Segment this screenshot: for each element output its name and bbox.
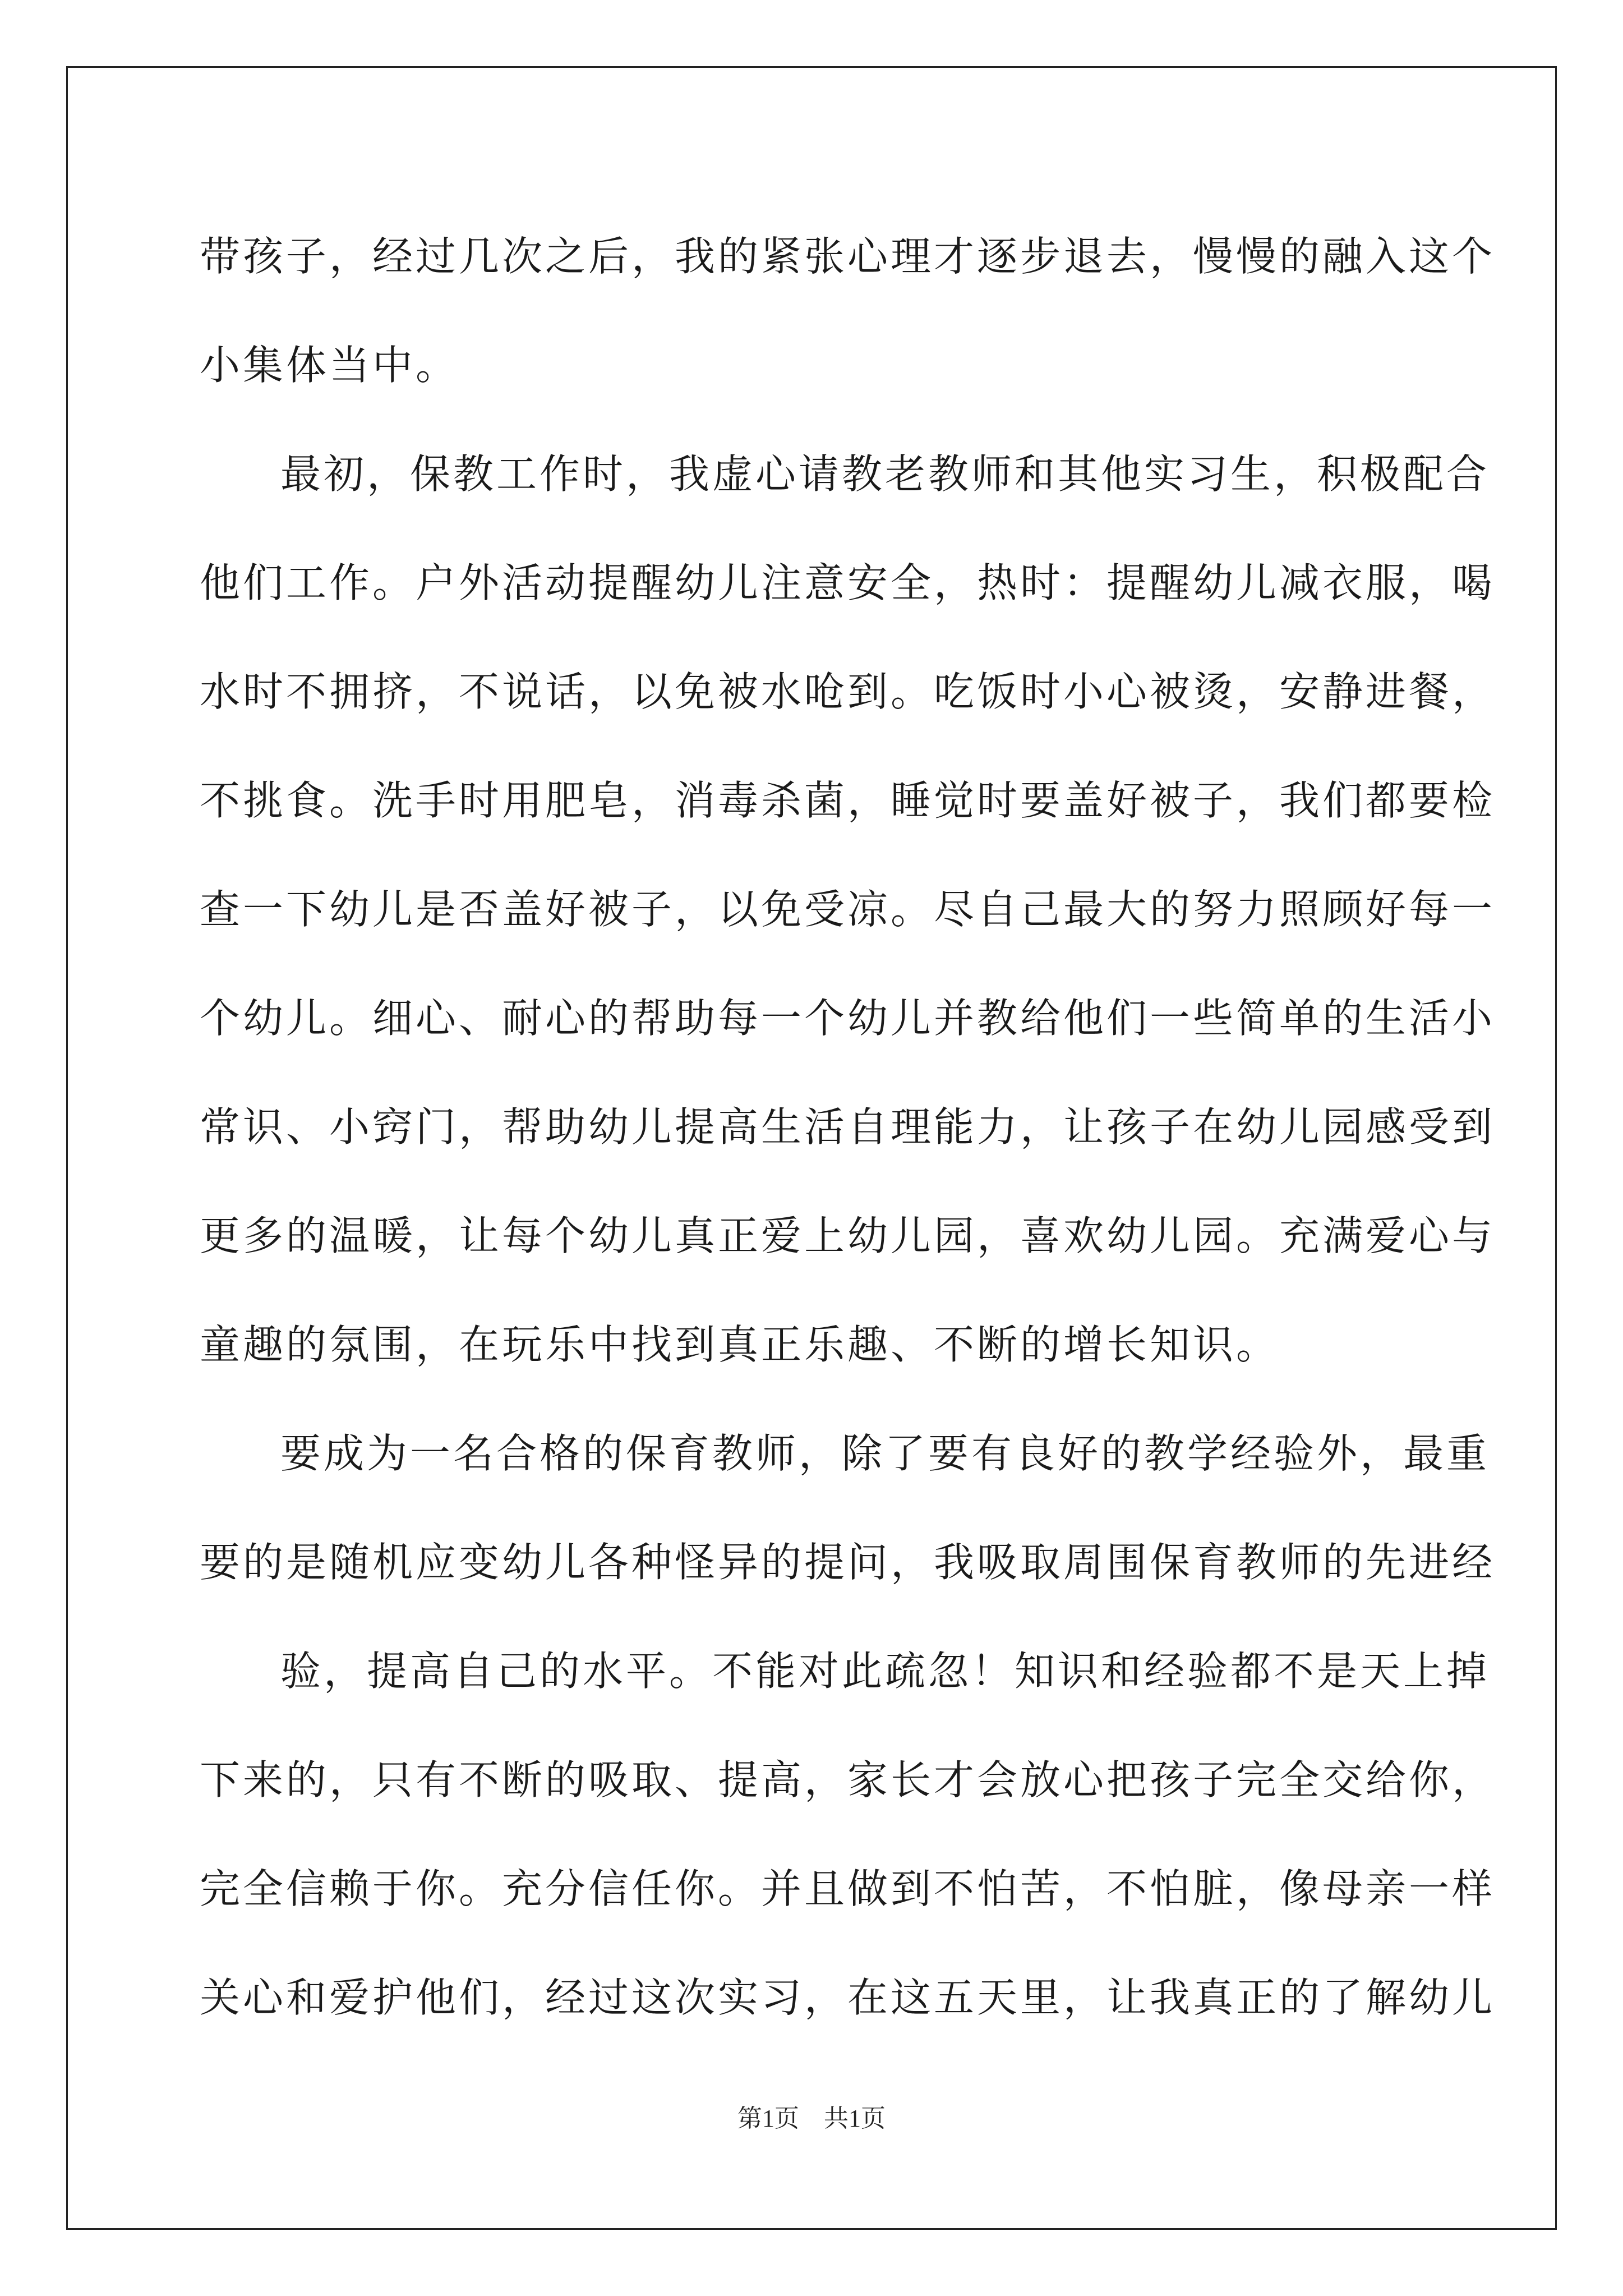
text-line: 要的是随机应变幼儿各种怪异的提问，我吸取周围保育教师的先进经 [200,1539,1496,1586]
document-body [200,202,1496,2052]
text-line: 更多的温暖，让每个幼儿真正爱上幼儿园，喜欢幼儿园。充满爱心与 [200,1212,1496,1259]
text-line: 水时不拥挤，不说话，以免被水呛到。吃饭时小心被烫，安静进餐， [200,668,1496,715]
text-line: 童趣的氛围，在玩乐中找到真正乐趣、不断的增长知识。 [200,1321,1280,1368]
text-line: 完全信赖于你。充分信任你。并且做到不怕苦，不怕脏，像母亲一样 [200,1865,1496,1912]
text-line: 带孩子，经过几次之后，我的紧张心理才逐步退去，慢慢的融入这个 [200,233,1496,280]
text-line: 不挑食。洗手时用肥皂，消毒杀菌，睡觉时要盖好被子，我们都要检 [200,777,1496,824]
text-line: 下来的，只有不断的吸取、提高，家长才会放心把孩子完全交给你， [200,1756,1496,1803]
page-number: 第1页 [737,2105,799,2132]
text-line: 查一下幼儿是否盖好被子，以免受凉。尽自己最大的努力照顾好每一 [200,886,1496,933]
text-line: 关心和爱护他们，经过这次实习，在这五天里，让我真正的了解幼儿 [200,1974,1496,2021]
text-line: 他们工作。户外活动提醒幼儿注意安全，热时：提醒幼儿减衣服，喝 [200,559,1496,606]
text-line: 验，提高自己的水平。不能对此疏忽！知识和经验都不是天上掉 [280,1648,1490,1695]
text-line: 常识、小窍门，帮助幼儿提高生活自理能力，让孩子在幼儿园感受到 [200,1103,1496,1151]
text-line: 要成为一名合格的保育教师，除了要有良好的教学经验外，最重 [280,1430,1490,1477]
text-line: 个幼儿。细心、耐心的帮助每一个幼儿并教给他们一些简单的生活小 [200,995,1496,1042]
page-total: 共1页 [824,2105,886,2132]
text-line: 最初，保教工作时，我虚心请教老教师和其他实习生，积极配合 [280,450,1490,498]
page-footer [0,2098,1623,2134]
text-line: 小集体当中。 [200,342,459,389]
